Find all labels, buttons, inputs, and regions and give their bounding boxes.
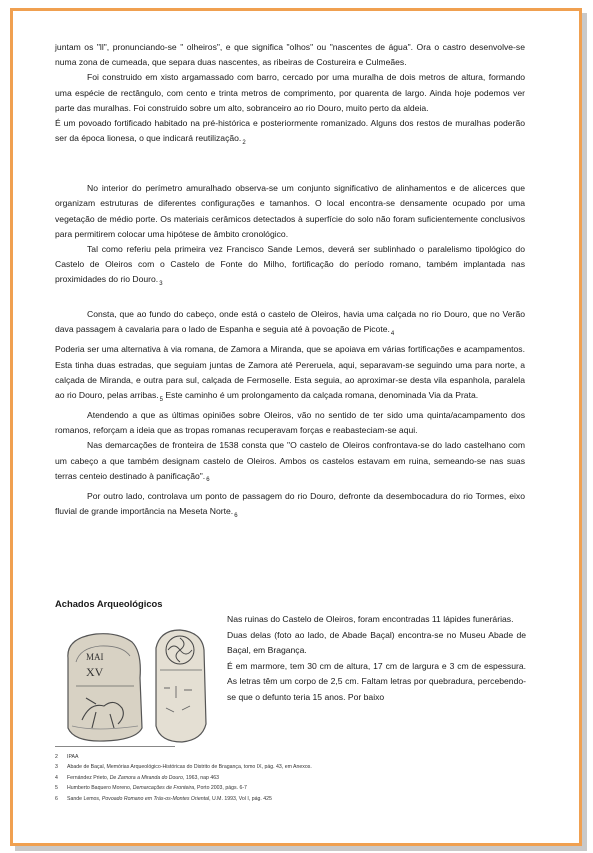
finds-description: [227, 612, 526, 706]
inscription-line: MAI: [86, 652, 104, 662]
paragraph: É um povoado fortificado habitado na pré-histórica e posteriormente romanizado. Alguns dos restos de muralhas poderão ser da época lionesa, o que indicará $reutilização._2$: [55, 118, 525, 146]
paragraph: Nas ruinas do Castelo de Oleiros, foram encontradas 11 lápides funerárias.: [227, 614, 514, 624]
paragraph: Atendendo a que as últimas opiniões sobre Oleiros, vão no sentido de ter sido uma quinta/acampamento dos romanos, reforçam a ideia que as tropas romanas recuperavam forças e reabasteciam-se aqui.: [55, 409, 525, 436]
footnote: 3 Abade de Baçal, Memórias Arqueológico-Históricas do Distrito de Bragança, tomo IX, pág. 43, em Anexos.: [55, 764, 312, 771]
footnote: 4 Fernández Prieto, De Zamora a Miranda do Douro, 1963, nap 463: [55, 774, 219, 781]
footnote-ref: 4: [390, 331, 395, 338]
footnote-ref: 6: [234, 512, 238, 519]
paragraph: Consta, que ao fundo do cabeço, onde está o castelo de Oleiros, havia uma calçada no rio Douro, que no Verão dava passagem à cavalaria para o lado de Espanha e seguia até à povoação de $Picote._4$: [55, 309, 525, 338]
tombstone-photo: [56, 628, 218, 746]
paragraph: Tal como referiu pela primeira vez Francisco Sande Lemos, deverá ser sublinhado o paralelismo tipológico do Castelo de Oleiros com o Castelo de Fonte do Milho, fortificação do período romano, também implantada nas proximidades do rio $Douro._3$: [55, 243, 525, 288]
paragraph: No interior do perímetro amuralhado observa-se um conjunto significativo de alinhamentos e de alicerces que organizam estruturas de diferentes configurações e tamanhos. O local encontra-se densamente ocupado por uma vegetação de médio porte. Os materiais cerâmicos detectados à superfície do solo não foram suficientemente conclusivos para permitirem colocar uma hipótese de âmbito cronológico.: [55, 183, 525, 239]
tombstone-drawing: [56, 628, 218, 746]
section-title: Achados Arqueológicos: [55, 598, 163, 609]
footnote-ref: 6: [206, 477, 210, 484]
paragraph: Duas delas (foto ao lado, de Abade Baçal) encontra-se no Museu Abade de Baçal, em Bragança.: [227, 629, 526, 656]
paragraph: Por outro lado, controlava um ponto de passagem do rio Douro, defronte da desembocadura do rio Tormes, eixo fluvial de grande importância na Meseta $Norte._6$: [55, 490, 525, 519]
paragraph: É em marmore, tem 30 cm de altura, 17 cm de largura e 3 cm de espessura. As letras têm um corpo de 2,5 cm. Faltam letras por quebradura, percebendo-se que o defunto teria 15 anos. Por baixo: [227, 660, 526, 702]
body-text: [55, 40, 525, 524]
footnote-ref: 3: [159, 281, 163, 288]
footnote: 5 Humberto Baquero Moreno, Demarcações de Fronteira, Porto 2003, págs. 6-7: [55, 785, 247, 792]
paragraph: juntam os "ll", pronunciando-se " olheiros", e que significa "olhos" ou "nascentes de água". Ora o castro desenvolve-se numa zona de cumeada, que separa duas nascentes, as ribeiras de Costureira e Culmeães.: [55, 42, 525, 68]
footnote: 6 Sande Lemos, Povoado Romano em Trás-os-Montes Oriental, U.M. 1993, Vol I, pág. 425: [55, 795, 272, 802]
paragraph: Poderia ser uma alternativa à via romana, de Zamora a Miranda, que se apoiava em várias fortificações e acampamentos. Esta tinha duas estradas, que seguiam juntas de Zamora até Pereruela, aqui, separavam-se seguindo uma para norte, a calçada de Miranda, e outra para sul, calçada de Fermoselle. Esta seguia, ao aproximar-se desta vila espanhola, paralela ao rio Douro, pelas $arribas._5$ Este caminho é um prolongamento da calçada romana, denominada Via da Prata.: [55, 344, 525, 403]
footnote-ref: 2: [242, 139, 246, 146]
footnote: 2 IPAA: [55, 754, 79, 760]
footnote-divider: [55, 746, 175, 747]
footnotes: [55, 752, 525, 804]
footnote-ref: 5: [159, 396, 163, 403]
paragraph: Foi construido em xisto argamassado com barro, cercado por uma muralha de dois metros de altura, formando uma espécie de rectângulo, com cento e trinta metros de comprimento, por quarenta de largo. Ainda hoje podemos ver parte das muralhas. Foi construido sobre um alto, sobranceiro ao rio Douro, muito perto da aldeia.: [55, 72, 525, 113]
inscription-line: XV: [86, 665, 104, 679]
paragraph: Nas demarcações de fronteira de 1538 consta que "O castelo de Oleiros confrontava-se do lado castelhano com um cabeço a que também designam castelo de Oleiros. Ambos os castelos estavam em ruina, semeando-se nas suas terras centeio destinado à $panificação"._6$: [55, 440, 525, 484]
